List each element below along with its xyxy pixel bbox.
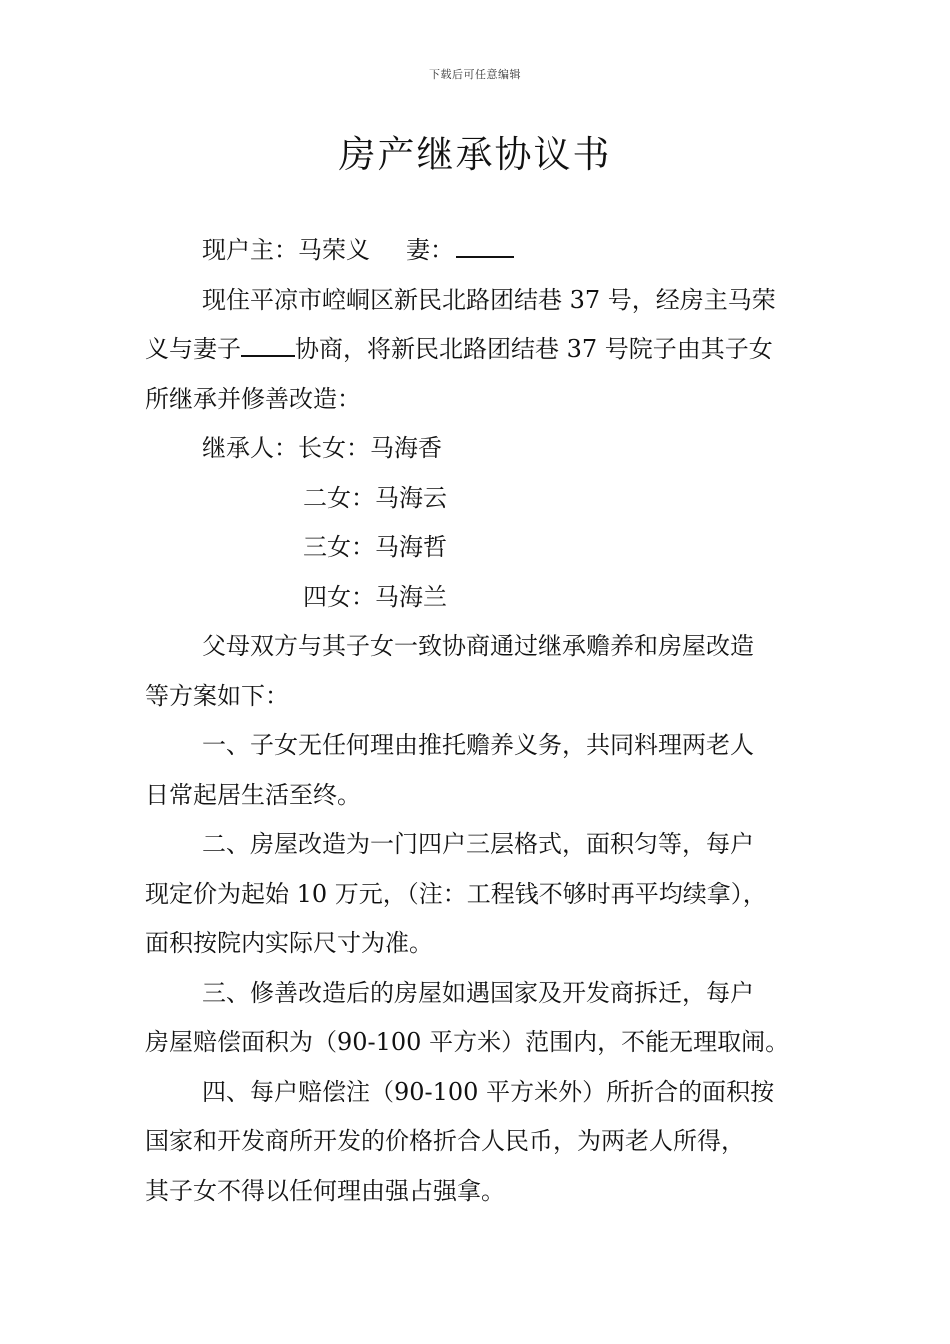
wife-name-blank	[456, 234, 514, 258]
clause-1-line: 日常起居生活至终。	[145, 780, 361, 809]
document-body	[145, 226, 813, 1216]
document-title: 房产继承协议书	[338, 133, 612, 176]
intro-line-2-part-a: 义与妻子	[145, 335, 241, 363]
wife-label: 妻：	[406, 236, 454, 264]
intro-line-2	[145, 325, 813, 375]
wife-name-blank-2	[241, 333, 295, 357]
clause-2-line: 面积按院内实际尺寸为准。	[145, 929, 433, 957]
heir-item: 四女：马海兰	[303, 582, 447, 611]
clause-1-line: 一、子女无任何理由推托赡养义务，共同料理两老人	[202, 731, 754, 759]
intro-line-3: 所继承并修善改造：	[145, 384, 361, 413]
heir-item: 长女：马海香	[298, 434, 442, 462]
heir-line-1	[145, 424, 813, 474]
heirs-label: 继承人：	[202, 434, 298, 462]
clause-2-line: 二、房屋改造为一门四户三层格式，面积匀等，每户	[202, 830, 754, 858]
clause-3-line: 房屋赔偿面积为（90-100 平方米）范围内，不能无理取闹。	[145, 1028, 790, 1056]
clause-4-line: 其子女不得以任何理由强占强拿。	[145, 1176, 505, 1205]
heir-item: 二女：马海云	[303, 483, 447, 512]
owner-line	[145, 226, 813, 276]
intro-line-1: 现住平凉市崆峒区新民北路团结巷 37 号，经房主马荣	[202, 285, 776, 314]
header-note: 下载后可任意编辑	[429, 68, 521, 81]
heir-item: 三女：马海哲	[303, 533, 447, 561]
clause-4-line: 四、每户赔偿注（90-100 平方米外）所折合的面积按	[202, 1077, 775, 1106]
clause-3-line: 三、修善改造后的房屋如遇国家及开发商拆迁，每户	[202, 978, 754, 1007]
clause-4-line: 国家和开发商所开发的价格折合人民币，为两老人所得，	[145, 1127, 745, 1155]
clause-2-line: 现定价为起始 10 万元，（注：工程钱不够时再平均续拿），	[145, 879, 767, 908]
consensus-line-2: 等方案如下：	[145, 681, 289, 710]
intro-line-2-part-b: 协商，将新民北路团结巷 37 号院子由其子女	[295, 335, 773, 363]
consensus-line-1: 父母双方与其子女一致协商通过继承赡养和房屋改造	[202, 632, 754, 660]
owner-label: 现户主：马荣义	[202, 236, 370, 264]
